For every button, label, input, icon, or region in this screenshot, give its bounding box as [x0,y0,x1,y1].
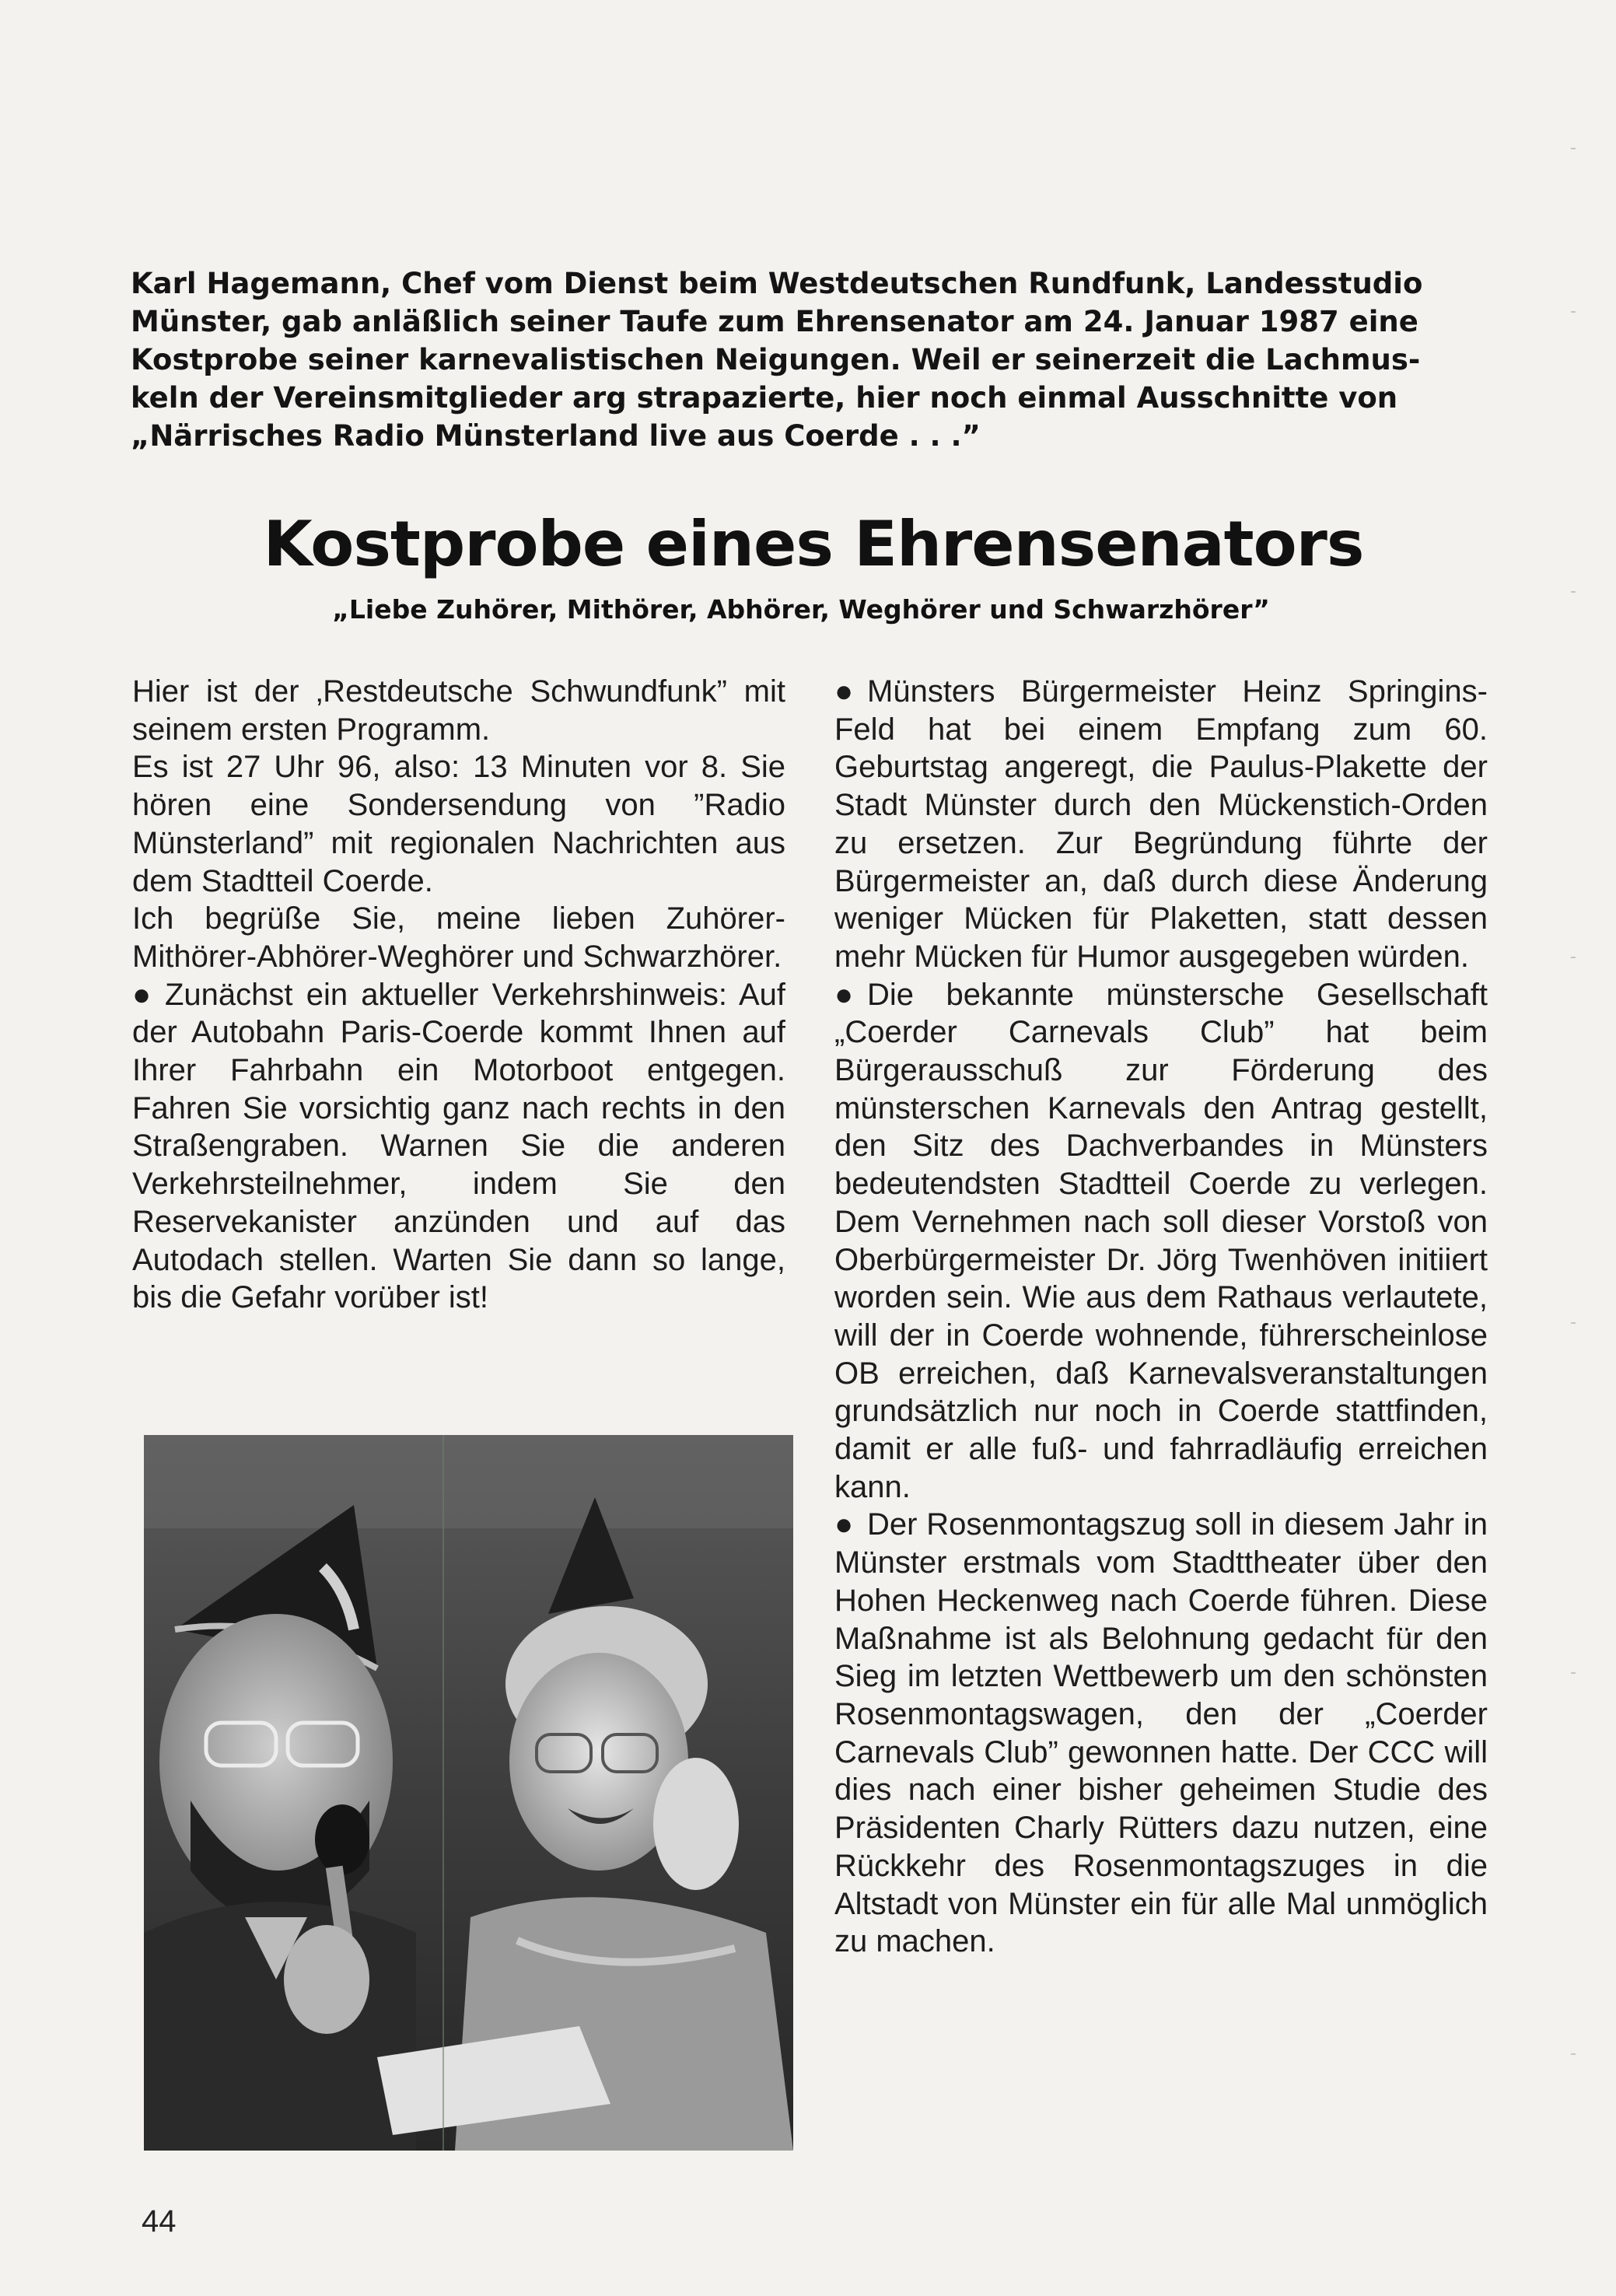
paragraph-text: Der Rosenmontagszug soll in diesem Jahr in Münster erstmals vom Stadttheater über den Hohen Heckenweg nach Coerde führen. Diese Maßnahme ist als Belohnung gedacht für den Sieg im letzten Wettbewerb um den schönsten Rosenmontagswagen, den der „Coerder Carnevals Club” gewonnen hatte. Der CCC will dies nach einer bisher geheimen Studie des Präsidenten Charly Rütters dazu nutzen, eine Rückkehr des Rosenmontagszuges in die Altstadt von Münster ein für alle Mal unmöglich zu machen. [834,1507,1488,1959]
bullet-icon: ● [834,1507,854,1542]
scan-edge-mark [1571,591,1576,593]
intro-paragraph [131,264,1488,455]
paragraph: Hier ist der ‚Restdeutsche Schwundfunk” mit seinem ersten Programm. [132,674,785,747]
photo-illustration [144,1435,793,2151]
scan-edge-mark [1571,1672,1576,1674]
scan-edge-mark [1571,148,1576,149]
paragraph: Es ist 27 Uhr 96, also: 13 Minuten vor 8. Sie hören eine Sondersendung von ”Radio Münsterland” mit regionalen Nachrichten aus dem Stadtteil Coerde. [132,750,785,898]
bullet-paragraph [834,673,1488,976]
paragraph: Ich begrüße Sie, meine lieben Zuhörer-Mithörer-Abhörer-Weghörer und Schwarzhörer. [132,901,785,974]
bullet-icon: ● [834,674,854,709]
article-subheadline: „Liebe Zuhörer, Mithörer, Abhörer, Weghörer und Schwarzhörer” [332,594,1270,625]
paragraph-text: Die bekannte münstersche Gesellschaft „Coerder Carnevals Club” hat beim Bürgerausschuß zur Förderung des münsterschen Karnevals den Antrag gestellt, den Sitz des Dachverbandes in Münsters bedeutendsten Stadtteil Coerde zu verlegen. Dem Vernehmen nach soll dieser Vorstoß von Oberbürgermeister Dr. Jörg Twenhöven initiiert worden sein. Wie aus dem Rathaus verlautete, will der in Coerde wohnende, führerscheinlose OB erreichen, daß Karnevalsveranstaltungen grundsätzlich nur noch in Coerde stattfinden, damit er alle fuß- und fahrradläufig erreichen kann. [834,977,1488,1504]
bullet-paragraph [834,1506,1488,1960]
event-photo [144,1435,793,2151]
right-column [834,673,1488,1961]
bullet-paragraph [132,976,785,1317]
bullet-paragraph [834,976,1488,1507]
scan-edge-mark [1571,957,1576,958]
intro-line: Karl Hagemann, Chef vom Dienst beim Westdeutschen Rundfunk, Landesstudio [131,267,1423,300]
intro-line: keln der Vereinsmitglieder arg strapazierte, hier noch einmal Ausschnitte von [131,381,1398,415]
paragraph-text: Zunächst ein aktueller Verkehrshinweis: Auf der Autobahn Paris-Coerde kommt Ihnen auf Ihrer Fahrbahn ein Motorboot entgegen. Fahren Sie vorsichtig ganz nach rechts in den Straßengraben. Warnen Sie die anderen Verkehrsteilnehmer, indem Sie den Reservekanister anzünden und auf das Autodach stellen. Warten Sie dann so lange, bis die Gefahr vorüber ist! [132,977,785,1315]
bullet-icon: ● [834,977,854,1012]
scan-edge-mark [1571,1322,1576,1324]
intro-line: „Närrisches Radio Münsterland live aus Coerde . . .” [131,419,981,453]
bullet-icon: ● [132,977,152,1012]
intro-line: Kostprobe seiner karnevalistischen Neigungen. Weil er seinerzeit die Lachmus- [131,343,1421,376]
article-headline: Kostprobe eines Ehrensenators [263,508,1364,580]
scan-edge-mark [1571,2053,1576,2055]
page-number: 44 [142,2204,177,2238]
paragraph-text: Münsters Bürgermeister Heinz Springins-Feld hat bei einem Empfang zum 60. Geburtstag angeregt, die Paulus-Plakette der Stadt Münster durch den Mückenstich-Orden zu ersetzen. Zur Begründung führte der Bürgermeister an, daß durch diese Änderung weniger Mücken für Plaketten, statt dessen mehr Mücken für Humor ausgegeben würden. [834,674,1488,974]
intro-line: Münster, gab anläßlich seiner Taufe zum Ehrensenator am 24. Januar 1987 eine [131,305,1418,338]
scan-edge-mark [1571,311,1576,313]
left-column [132,673,785,1317]
